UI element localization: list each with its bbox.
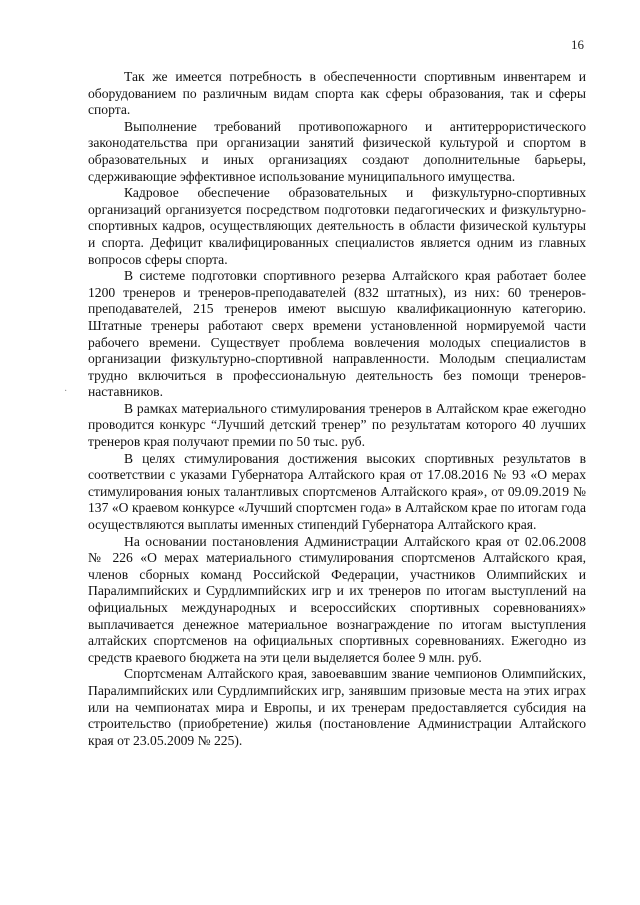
page-number: 16 xyxy=(571,37,584,52)
paragraph-1: Так же имеется потребность в обеспеченности спортивным инвентарем и оборудованием по различным видам спорта как сферы образования, так и сферы спорта. xyxy=(88,69,586,118)
document-body xyxy=(88,69,586,749)
paragraph-7: На основании постановления Администрации Алтайского края от 02.06.2008 № 226 «О мерах материального стимулирования спортсменов Алтайского края, членов сборных команд Российской Федерации, участников Олимпийских и Паралимпийских и Сурдлимпийских игр и их тренеров по итогам выступлений на официальных международных и всероссийских спортивных соревнованиях» выплачивается денежное материальное вознаграждение по итогам выступления алтайских спортсменов на официальных спортивных соревнованиях. Ежегодно из средств краевого бюджета на эти цели выделяется более 9 млн. руб. xyxy=(88,533,586,665)
paragraph-8: Спортсменам Алтайского края, завоевавшим звание чемпионов Олимпийских, Паралимпийских или Сурдлимпийских игр, занявшим призовые места на этих играх или на чемпионатах мира и Европы, и их тренерам предоставляется субсидия на строительство (приобретение) жилья (постановление Администрации Алтайского края от 23.05.2009 № 225). xyxy=(88,666,586,748)
paragraph-2: Выполнение требований противопожарного и антитеррористического законодательства при организации занятий физической культурой и спортом в образовательных и иных организациях создают дополнительные барьеры, сдерживающие эффективное использование муниципального имущества. xyxy=(88,118,586,184)
paragraph-5: В рамках материального стимулирования тренеров в Алтайском крае ежегодно проводится конкурс “Лучший детский тренер” по результатам которого 40 лучших тренеров края получают премии по 50 тыс. руб. xyxy=(88,400,586,450)
paragraph-3: Кадровое обеспечение образовательных и физкультурно-спортивных организаций организуется посредством подготовки педагогических и физкультурно-спортивных кадров, осуществляющих деятельность в области физической культуры и спорта. Дефицит квалифицированных специалистов является одним из главных вопросов сферы спорта. xyxy=(88,185,586,267)
stray-mark: · xyxy=(64,386,68,397)
paragraph-4: В системе подготовки спортивного резерва Алтайского края работает более 1200 тренеров и тренеров-преподавателей (832 штатных), из них: 60 тренеров-преподавателей, 215 тренеров имеют высшую квалификационную категорию. Штатные тренеры работают сверх времени установленной нормируемой части рабочего времени. Существует проблема вовлечения молодых специалистов в организации физкультурно-спортивной направленности. Молодым специалистам трудно включиться в профессиональную деятельность без помощи тренеров-наставников. xyxy=(88,268,586,400)
paragraph-6: В целях стимулирования достижения высоких спортивных результатов в соответствии с указами Губернатора Алтайского края от 17.08.2016 № 93 «О мерах стимулирования юных талантливых спортсменов Алтайского края», от 09.09.2019 № 137 «О краевом конкурсе «Лучший спортсмен года» в Алтайском крае по итогам года осуществляются выплаты именных стипендий Губернатора Алтайского края. xyxy=(88,450,586,533)
